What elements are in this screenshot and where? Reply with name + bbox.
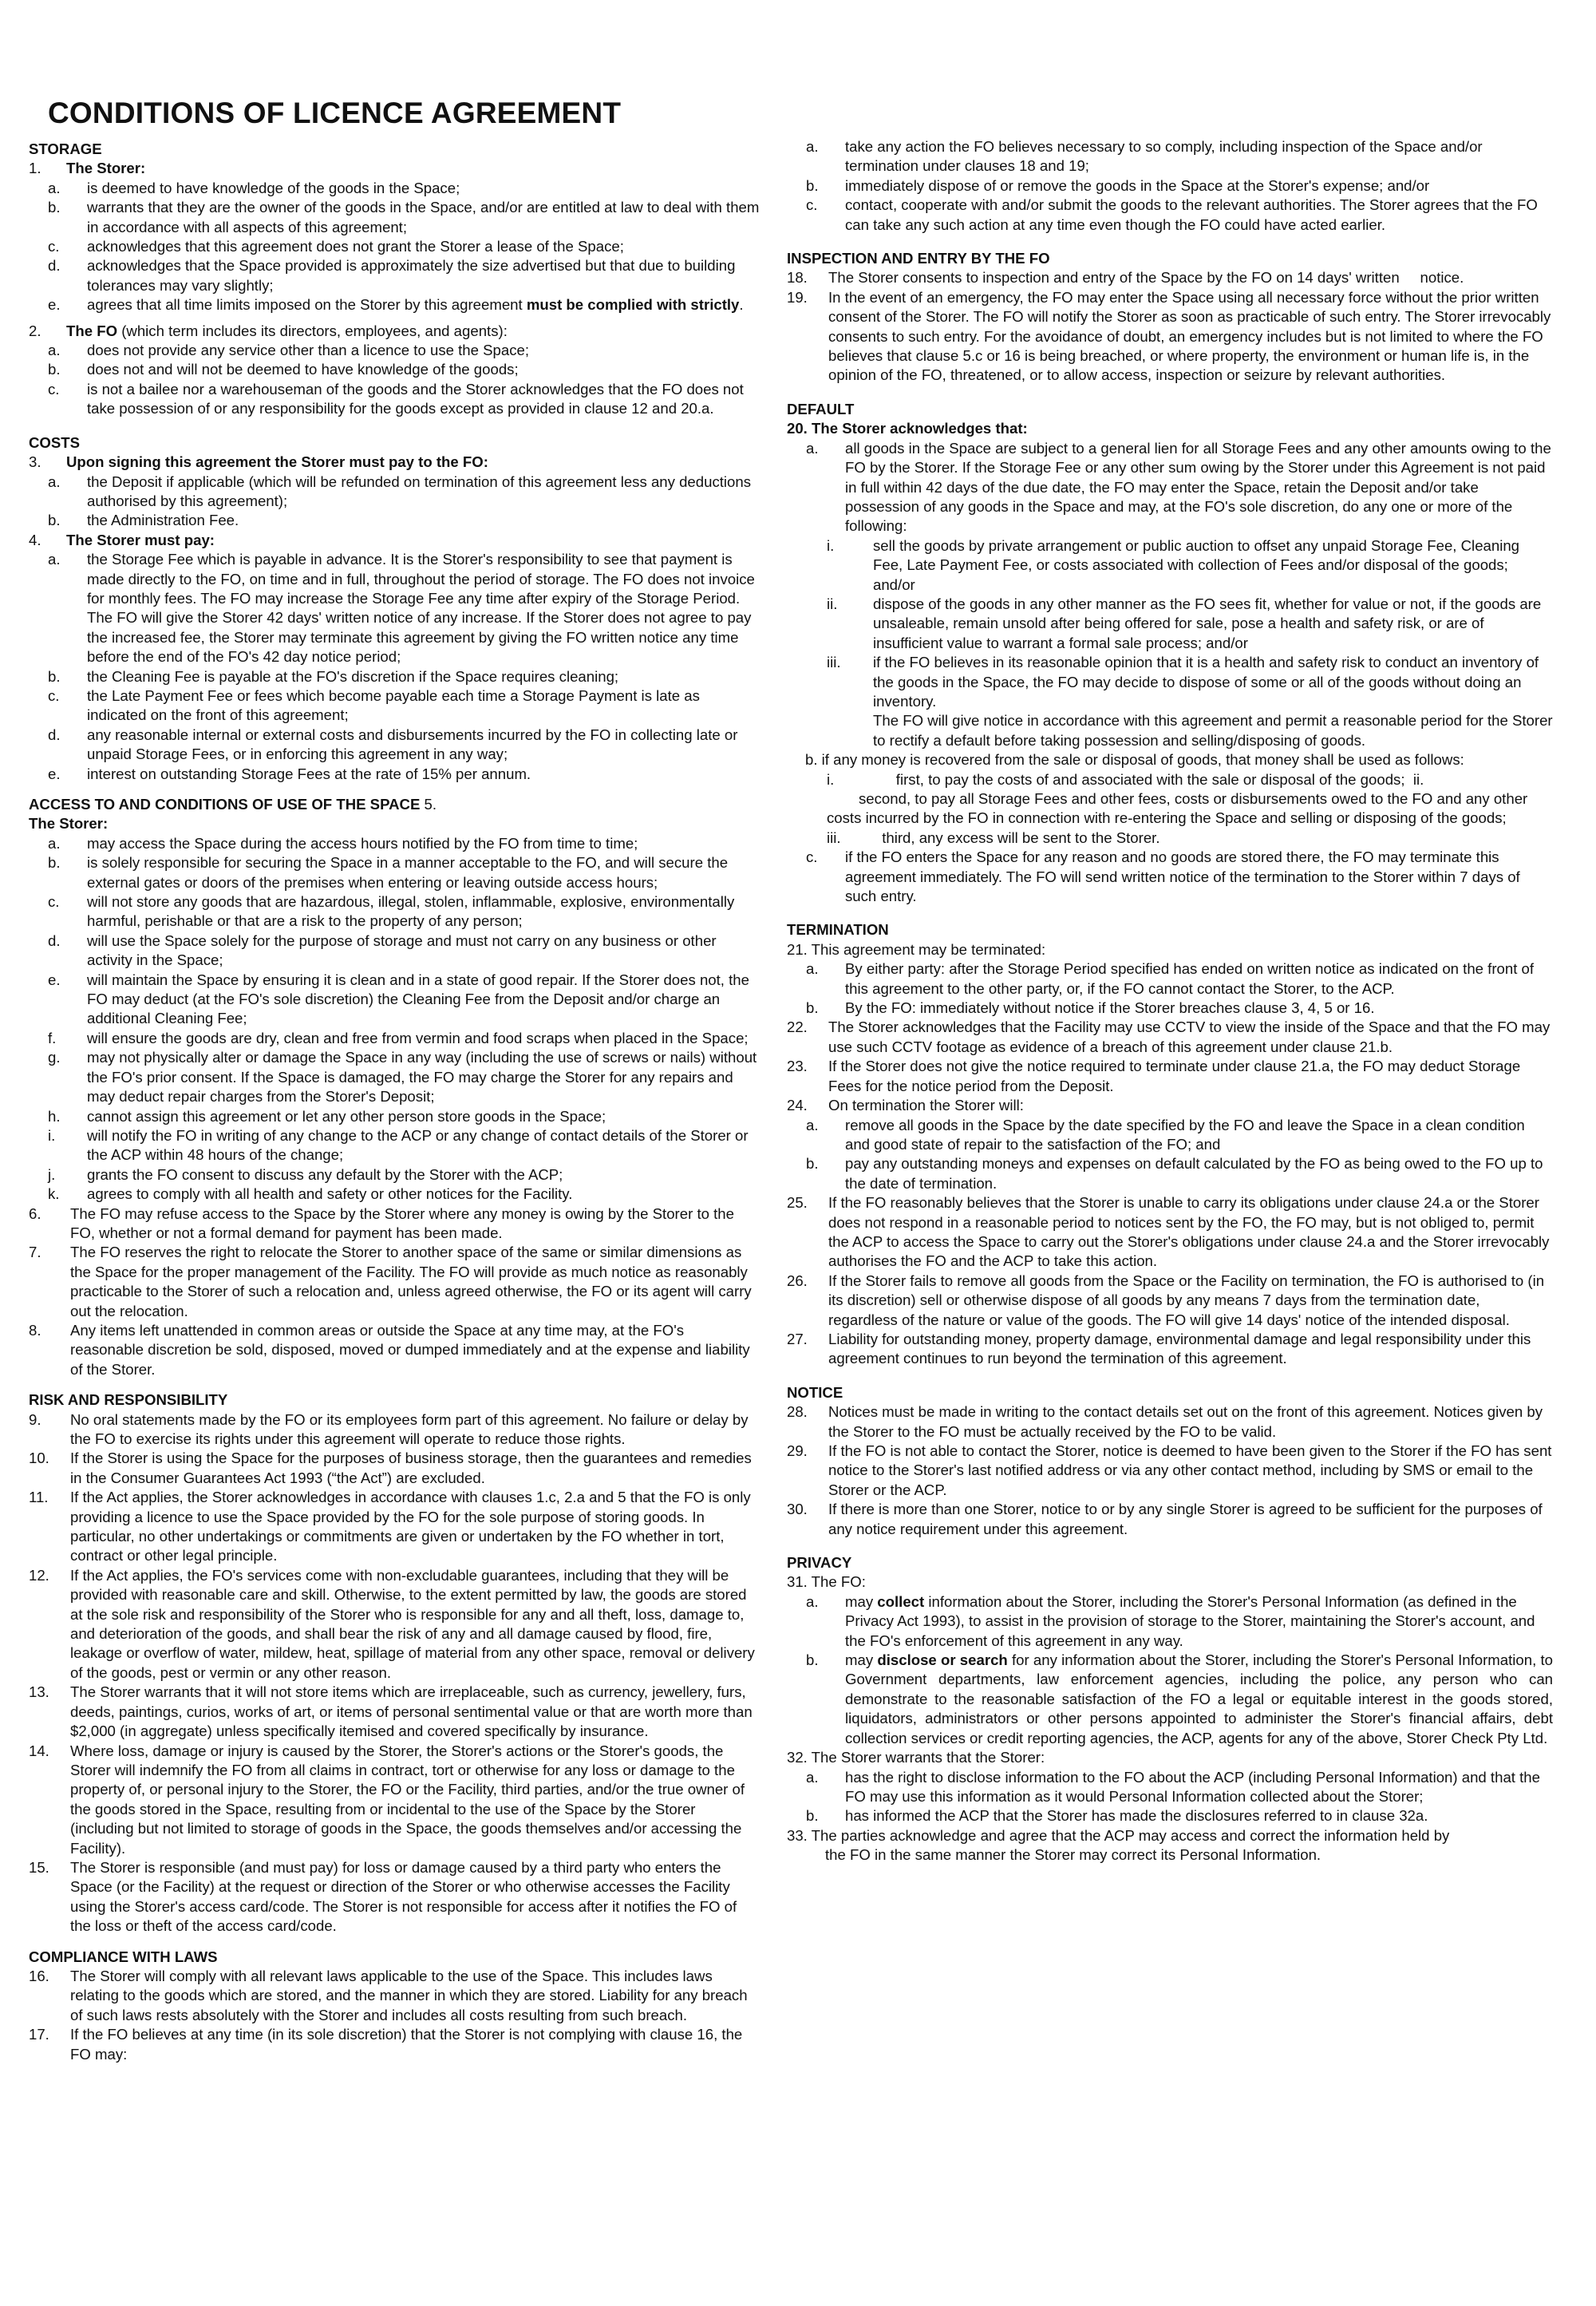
- clause-text: will notify the FO in writing of any change to the ACP or any change of contact details of the Storer or the ACP within 48 hours of the change;: [87, 1126, 749, 1164]
- clause-label: iii.: [827, 654, 841, 671]
- clause-item: [29, 237, 761, 256]
- clause-text: take any action the FO believes necessary to so comply, including inspection of the Space and/or termination under clauses 18 and 19;: [845, 138, 1483, 175]
- clause-text: warrants that they are the owner of the goods in the Space, and/or are entitled at law to deal with them in accordance with all aspects of this agreement;: [87, 199, 760, 235]
- clause-label: b.: [806, 176, 819, 194]
- page-title: CONDITIONS OF LICENCE AGREEMENT: [48, 97, 622, 129]
- clause-label: d.: [48, 931, 61, 949]
- clause-item: [787, 595, 1553, 653]
- clause-text: cannot assign this agreement or let any other person store goods in the Space;: [87, 1107, 606, 1125]
- clause-text: the Deposit if applicable (which will be refunded on termination of this agreement less any deductions authorised by this agreement);: [87, 473, 752, 509]
- clause-text: acknowledges that this agreement does not grant the Storer a lease of the Space;: [87, 238, 624, 255]
- clause-label: e.: [48, 765, 61, 782]
- clause-text: may: [845, 1592, 878, 1610]
- clause-item: [29, 1204, 761, 1244]
- clause-20b-i: i. first, to pay the costs of and associated with the sale or disposal of the goods; ii.: [827, 770, 1424, 788]
- clause-2: [29, 322, 761, 341]
- clause-number: 4.: [29, 531, 41, 548]
- clause-text: If the FO is not able to contact the Storer, notice is deemed to have been given to the Storer if the FO has sent notice to the Storer's last notified address or via any other contact method, including by SMS or email to the Storer or the ACP.: [828, 1442, 1552, 1498]
- clause-item: [29, 686, 761, 726]
- clause-item: [29, 1858, 761, 1936]
- clause-label: 17.: [29, 2026, 49, 2043]
- clause-text: the Storage Fee which is payable in advance. It is the Storer's responsibility to see that payment is made directly to the FO, on time and in full, throughout the period of storage. The FO does not invoice for monthly fees. The FO may increase the Storage Fee any time after expiry of the Storage Period. The FO will give the Storer 42 days' written notice of any increase. If the Storer does not agree to pay the increased fee, the Storer may terminate this agreement by giving the FO written notice any time before the end of the FO's 42 day notice period;: [87, 551, 755, 666]
- clause-item: [29, 1742, 761, 1858]
- clause-label: j.: [48, 1165, 56, 1183]
- clause-33-continued: the FO in the same manner the Storer may correct its Personal Information.: [825, 1846, 1321, 1864]
- clause-bold: disclose or search: [877, 1651, 1008, 1669]
- clause-heading: Upon signing this agreement the Storer must pay to the FO:: [66, 453, 488, 471]
- clause-item: [29, 1410, 761, 1450]
- section-heading-inspection: INSPECTION AND ENTRY BY THE FO: [787, 250, 1050, 267]
- clause-20a-after: The FO will give notice in accordance with this agreement and permit a reasonable period for the Storer to rectify a default before taking possession and selling/disposing of goods.: [873, 712, 1553, 749]
- clause-item: [787, 1154, 1553, 1193]
- clause-text: will use the Space solely for the purpose of storage and must not carry on any business or other activity in the Space;: [87, 931, 717, 969]
- clause-item: [787, 1018, 1553, 1057]
- clause-item: [29, 1321, 761, 1379]
- clause-label: b.: [806, 1155, 819, 1173]
- clause-label: 7.: [29, 1244, 41, 1261]
- clause-label: a.: [806, 1592, 819, 1610]
- clause-item: [29, 1126, 761, 1165]
- clause-label: a.: [806, 1116, 819, 1133]
- clause-item: [29, 473, 761, 512]
- clause-item: [787, 1116, 1553, 1155]
- clause-31b: [787, 1651, 1553, 1748]
- clause-item: [29, 2025, 761, 2064]
- clause-text: information about the Storer, including the Storer's Personal Information (as defined in the Privacy Act 1993), to assist in the provision of storage to the Storer, maintaining the Storer's account, and the FO's enforcement of this agreement in any way.: [845, 1592, 1535, 1649]
- clause-item: [29, 667, 761, 686]
- clause-1-list: [29, 179, 761, 315]
- clause-text: may not physically alter or damage the Space in any way (including the use of screws or nails) without the FO's prior consent. If the Space is damaged, the FO may charge the Storer for any repairs and may deduct repair charges from the Storer's Deposit;: [87, 1049, 757, 1106]
- clause-label: b.: [806, 999, 819, 1017]
- clause-text: will not store any goods that are hazardous, illegal, stolen, inflammable, explosive, environmentally harmful, perishable or that are a risk to the property of any person;: [87, 893, 735, 930]
- clause-text: If the FO reasonably believes that the Storer is unable to carry its obligations under clause 24.a or the Storer does not respond in a reasonable period to notices sent by the FO, the FO may, but is not obliged to, permit the ACP to access the Space to carry out the Storer's obligations under clause 24.a and the Storer irrevocably authorises the FO and the ACP to take this action.: [828, 1194, 1550, 1270]
- clause-text: dispose of the goods in any other manner as the FO sees fit, whether for value or not, if the goods are unsaleable, remain unsold after being offered for sale, pose a health and safety risk, or are of insufficient value to warrant a formal sale process; and/or: [873, 595, 1542, 651]
- clause-item: [29, 256, 761, 295]
- clause-label: a.: [806, 1768, 819, 1786]
- clause-label: 30.: [787, 1501, 808, 1518]
- clause-item: [787, 653, 1553, 711]
- clause-text: Any items left unattended in common areas or outside the Space at any time may, at the FO's reasonable discretion be sold, disposed, moved or dumped immediately and at the expense and liability of the Storer.: [70, 1321, 750, 1378]
- clause-item: [29, 341, 761, 360]
- clause-32-list: [787, 1768, 1553, 1826]
- clause-24-list: [787, 1116, 1553, 1194]
- clause-text: [29, 295, 761, 314]
- clause-text: is deemed to have knowledge of the goods in the Space;: [87, 179, 460, 196]
- clause-text: Where loss, damage or injury is caused by the Storer, the Storer's actions or the Storer's goods, the Storer will indemnify the FO from all claims in contract, tort or otherwise for any loss or damage to the property of, or personal injury to the Storer, the FO or the Facility, third parties, and/or the true owner of the goods stored in the Space, resulting from or incidental to the use of the Space by the Storer (including but not limited to storage of goods in the Space, the goods themselves and/or accessing the Facility).: [70, 1742, 745, 1857]
- clause-item: [787, 1272, 1553, 1330]
- clause-label: 23.: [787, 1058, 808, 1075]
- clause-text: No oral statements made by the FO or its employees form part of this agreement. No failure or delay by the FO to exercise its rights under this agreement will operate to reduce those rights.: [70, 1410, 749, 1447]
- clause-label: 14.: [29, 1742, 49, 1759]
- clause-text: sell the goods by private arrangement or public auction to offset any unpaid Storage Fee, Cleaning Fee, Late Payment Fee, or costs associated with collection of Fees and/or disposal of the goods; and/or: [873, 536, 1520, 593]
- clause-number: 5.: [420, 796, 437, 813]
- clause-3-list: [29, 473, 761, 531]
- clause-item: [29, 1107, 761, 1126]
- clause-text: does not and will not be deemed to have knowledge of the goods;: [87, 361, 519, 378]
- clause-item: [29, 765, 761, 784]
- clause-label: c.: [806, 848, 818, 866]
- clause-21-list: [787, 959, 1553, 1018]
- clause-label: 13.: [29, 1683, 49, 1701]
- clause-label: i.: [48, 1126, 56, 1144]
- clause-2-list: [29, 341, 761, 419]
- section-heading-default: DEFAULT: [787, 400, 855, 417]
- clause-text: acknowledges that the Space provided is approximately the size advertised but that due to building tolerances may vary slightly;: [87, 257, 736, 294]
- clause-item: [787, 1330, 1553, 1369]
- section-heading-access: [29, 795, 761, 814]
- clause-item: [29, 550, 761, 666]
- clause-text: If the Storer does not give the notice required to terminate under clause 21.a, the FO may deduct Storage Fees for the notice period from the Deposit.: [828, 1058, 1521, 1094]
- clause-text: may access the Space during the access hours notified by the FO from time to time;: [87, 834, 638, 852]
- clause-item: [29, 198, 761, 237]
- clause-label: b.: [48, 667, 61, 685]
- left-column: [29, 140, 761, 2064]
- clause-text: any reasonable internal or external costs and disbursements incurred by the FO in collecting late or unpaid Storage Fees, or in enforcing this agreement in any way;: [87, 726, 738, 763]
- clause-text: The FO reserves the right to relocate the Storer to another space of the same or similar dimensions as the Space for the proper management of the Facility. The FO will provide as much notice as reasonably practicable to the Storer of such a relocation and, unless agreed otherwise, the FO or its agent will carry out the relocation.: [70, 1244, 752, 1319]
- section-heading-risk: RISK AND RESPONSIBILITY: [29, 1391, 228, 1409]
- clause-item: [29, 1449, 761, 1488]
- clause-31a: [787, 1592, 1553, 1651]
- clause-item: [787, 959, 1553, 999]
- clause-label: k.: [48, 1185, 60, 1203]
- clause-label: i.: [827, 536, 835, 554]
- clause-item: [787, 1442, 1553, 1500]
- section-heading-notice: NOTICE: [787, 1383, 843, 1401]
- clause-text: all goods in the Space are subject to a general lien for all Storage Fees and any other amounts owing to the FO by the Storer. If the Storage Fee or any other sum owing by the Storer under this Agreement is not paid in full within 42 days of the due date, the FO may enter the Space, retain the Deposit and/or take possession of any goods in the Space and may, at the FO's sole discretion, do any one or more of the following:: [845, 439, 1551, 535]
- clause-label: 22.: [787, 1019, 808, 1036]
- clause-number: 1.: [29, 160, 41, 177]
- right-column: [787, 137, 1553, 1865]
- clauses-6-8: [29, 1204, 761, 1380]
- clause-label: 9.: [29, 1410, 41, 1428]
- clause-heading: The Storer must pay:: [66, 531, 215, 548]
- clause-label: f.: [48, 1029, 57, 1046]
- clause-item: [787, 1057, 1553, 1096]
- clause-label: b.: [48, 361, 61, 378]
- clause-label: a.: [806, 138, 819, 155]
- clause-label: 19.: [787, 288, 808, 306]
- clause-label: 28.: [787, 1403, 808, 1421]
- clause-item: [29, 1165, 761, 1185]
- clause-item: [29, 380, 761, 419]
- clauses-22-24: [787, 1018, 1553, 1115]
- clause-17-list: [787, 137, 1553, 235]
- clause-item: [787, 1402, 1553, 1442]
- clause-label: a.: [48, 342, 61, 359]
- clause-text: is not a bailee nor a warehouseman of the goods and the Storer acknowledges that the FO does not take possession of or any responsibility for the goods except as provided in clause 12 and 20.a.: [87, 380, 744, 417]
- clause-text: By either party: after the Storage Period specified has ended on written notice as indicated on the front of this agreement to the other party, or, if the FO cannot contact the Storer, to the ACP.: [845, 960, 1535, 997]
- clause-bold: must be complied with strictly: [526, 296, 740, 314]
- clause-item: [787, 1806, 1553, 1825]
- clause-number: 3.: [29, 453, 41, 471]
- clause-text: The FO may refuse access to the Space by the Storer where any money is owing by the Storer to the FO, whether or not a formal demand for payment has been made.: [70, 1204, 734, 1241]
- clause-text: The Storer consents to inspection and entry of the Space by the FO on 14 days' written notice.: [828, 269, 1464, 287]
- clause-item: [787, 1768, 1553, 1807]
- clause-label: b.: [806, 1651, 819, 1669]
- clause-label: c.: [48, 686, 60, 704]
- clause-label: 26.: [787, 1272, 808, 1289]
- clause-item: [787, 1500, 1553, 1539]
- clause-item: [787, 1096, 1553, 1115]
- clause-item: [29, 1243, 761, 1321]
- clause-text: If the FO believes at any time (in its sole discretion) that the Storer is not complying with clause 16, the FO may:: [70, 2026, 743, 2063]
- clause-20a-list: [787, 536, 1553, 712]
- clause-4: [29, 531, 761, 550]
- section-heading-privacy: PRIVACY: [787, 1554, 852, 1572]
- clause-text: remove all goods in the Space by the date specified by the FO and leave the Space in a clean condition and good state of repair to the satisfaction of the FO; and: [845, 1116, 1525, 1153]
- clause-item: [29, 892, 761, 931]
- clause-text: In the event of an emergency, the FO may enter the Space using all necessary force without the prior written consent of the Storer. The FO will notify the Storer as soon as practicable of such entry. The Storer irrevocably consents to such entry. For the avoidance of doubt, an emergency includes but is not limited to where the FO believes that clause 5.c or 16 is being breached, or where property, the environment or human life is, in the opinion of the FO, threatened, or to allow access, inspection or seizure by relevant authorities.: [828, 288, 1551, 384]
- clause-3: [29, 453, 761, 472]
- clause-item: [29, 1967, 761, 2025]
- clause-item: [787, 137, 1553, 176]
- clause-5-list: [29, 834, 761, 1204]
- clause-text: Notices must be made in writing to the contact details set out on the front of this agreement. Notices given by the Storer to the FO must be actually received by the FO to be valid.: [828, 1403, 1543, 1440]
- clause-label: 18.: [787, 269, 808, 287]
- clause-text: grants the FO consent to discuss any default by the Storer with the ACP;: [87, 1165, 563, 1183]
- clause-item: [29, 1488, 761, 1566]
- clause-text: does not provide any service other than a licence to use the Space;: [87, 342, 530, 359]
- clause-text: immediately dispose of or remove the goods in the Space at the Storer's expense; and/or: [845, 176, 1430, 194]
- clause-text: contact, cooperate with and/or submit the goods to the relevant authorities. The Storer agrees that the FO can take any such action at any time even though the FO could have acted earlier.: [845, 196, 1538, 233]
- clause-20-heading: 20. The Storer acknowledges that:: [787, 420, 1028, 437]
- section-heading-termination: TERMINATION: [787, 921, 889, 939]
- clause-label: 24.: [787, 1097, 808, 1114]
- clause-item: [29, 179, 761, 198]
- clause-item: [29, 295, 761, 314]
- clause-label: 25.: [787, 1194, 808, 1212]
- clause-label: a.: [48, 179, 61, 196]
- clause-31-intro: 31. The FO:: [787, 1573, 866, 1591]
- clause-label: c.: [48, 238, 60, 255]
- clause-number: 2.: [29, 322, 41, 339]
- section-heading-costs: COSTS: [29, 433, 81, 451]
- clause-heading: The Storer:: [66, 160, 146, 177]
- clause-text: if the FO enters the Space for any reason and no goods are stored there, the FO may terminate this agreement immediately. The FO will send written notice of the termination to the Storer within 7 days of such entry.: [845, 848, 1520, 905]
- clause-text: will ensure the goods are dry, clean and free from vermin and food scraps when placed in the Space;: [87, 1029, 749, 1046]
- clause-text: If the Storer fails to remove all goods from the Space or the Facility on termination, the FO is authorised to (in its discretion) sell or otherwise dispose of all goods by any means 7 days from the termination date, regardless of the nature or value of the goods. The FO will give 14 days' notice of the intended disposal.: [828, 1272, 1545, 1328]
- clause-text: for any information about the Storer, including the Storer's Personal Information, to Government departments, law enforcement agencies, including the police, any person who can demonstrate to the reasonable satisfaction of the FO a legal or equitable interest in the goods stored, liquidators, administrators or other persons appointed to administer the Storer's financial affairs, debt collection services or credit reporting agencies, the ACP, agents for any of the above, Storer Check Pty Ltd.: [845, 1651, 1554, 1746]
- clause-text: agrees to comply with all health and safety or other notices for the Facility.: [87, 1185, 573, 1203]
- clause-text: By the FO: immediately without notice if the Storer breaches clause 3, 4, 5 or 16.: [845, 999, 1375, 1017]
- clause-label: 8.: [29, 1321, 41, 1339]
- clause-text: If the Act applies, the Storer acknowledges in accordance with clauses 1.c, 2.a and 5 that the FO is only providing a licence to use the Space provided by the FO for the sole purpose of storing goods. In particular, no other undertakings or commitments are given or undertaken by the FO whether in tort, contract or other legal principle.: [70, 1489, 751, 1564]
- clause-label: c.: [48, 380, 60, 398]
- clause-label: e.: [48, 296, 61, 314]
- clause-item: [29, 834, 761, 853]
- clause-text: the Late Payment Fee or fees which become payable each time a Storage Payment is late as indicated on the front of this agreement;: [87, 686, 700, 724]
- clause-label: d.: [48, 726, 61, 743]
- clause-item: [787, 176, 1553, 196]
- clause-text-part: agrees that all time limits imposed on the Storer by this agreement: [87, 296, 527, 314]
- clause-item: [29, 1683, 761, 1741]
- access-subheading: The Storer:: [29, 815, 109, 833]
- clause-text: If there is more than one Storer, notice to or by any single Storer is agreed to be sufficient for the purposes of any notice requirement under this agreement.: [828, 1501, 1543, 1537]
- clause-label: ii.: [827, 595, 838, 612]
- clauses-25-27: [787, 1193, 1553, 1369]
- clause-label: 11.: [29, 1489, 49, 1506]
- clause-label: b.: [48, 512, 61, 529]
- clause-text: (which term includes its directors, employees, and agents):: [117, 322, 508, 339]
- clause-text: The Storer will comply with all relevant laws applicable to the use of the Space. This includes laws relating to the goods which are stored, and the manner in which they are stored. Liability for any breach of such laws rests absolutely with the Storer and includes all costs resulting from such breach.: [70, 1967, 748, 2023]
- clause-label: c.: [806, 196, 818, 214]
- clause-1: [29, 159, 761, 178]
- clause-label: c.: [48, 893, 60, 911]
- clause-label: d.: [48, 257, 61, 275]
- clause-20a: [787, 439, 1553, 536]
- clause-label: 29.: [787, 1442, 808, 1459]
- clause-label: 27.: [787, 1330, 808, 1347]
- clause-text: pay any outstanding moneys and expenses on default calculated by the FO as being owed to the FO up to the date of termination.: [845, 1155, 1543, 1192]
- clause-text: is solely responsible for securing the Space in a manner acceptable to the FO, and will secure the external gates or doors of the premises when entering or leaving outside access hours;: [87, 854, 729, 891]
- clauses-16-17: [29, 1967, 761, 2064]
- clause-20c: [787, 848, 1553, 906]
- clause-label: 10.: [29, 1450, 49, 1467]
- clause-text: has the right to disclose information to the FO about the ACP (including Personal Information) and that the FO may use this information as it would Personal Information collected about the Storer;: [845, 1768, 1540, 1805]
- clause-item: [29, 971, 761, 1029]
- clauses-18-19: [787, 268, 1553, 385]
- clause-33: 33. The parties acknowledge and agree that the ACP may access and correct the information held by: [787, 1826, 1450, 1844]
- clause-text: the Cleaning Fee is payable at the FO's discretion if the Space requires cleaning;: [87, 667, 619, 685]
- clause-21-intro: 21. This agreement may be terminated:: [787, 940, 1046, 958]
- clause-4-list: [29, 550, 761, 784]
- clause-label: 12.: [29, 1566, 49, 1584]
- clause-label: 6.: [29, 1204, 41, 1222]
- clause-20b: b. if any money is recovered from the sale or disposal of goods, that money shall be used as follows:: [805, 751, 1464, 769]
- clause-item: [787, 196, 1553, 235]
- clause-text-part: .: [739, 296, 744, 314]
- clause-item: [787, 268, 1553, 287]
- clause-text: If the Storer is using the Space for the purposes of business storage, then the guarantees and remedies in the Consumer Guarantees Act 1993 (“the Act”) are excluded.: [70, 1450, 752, 1486]
- clause-item: [787, 1193, 1553, 1272]
- clauses-28-30: [787, 1402, 1553, 1539]
- clause-text: The Storer is responsible (and must pay) for loss or damage caused by a third party who enters the Space (or the Facility) at the request or direction of the Storer or who otherwise accesses the Facility using the Storer's access card/code. The Storer is not responsible for access after it notifies the FO of the loss or theft of the access card/code.: [70, 1858, 737, 1935]
- clause-item: [29, 726, 761, 765]
- clause-item: [787, 288, 1553, 386]
- clause-item: [29, 511, 761, 530]
- clause-label: 16.: [29, 1967, 49, 1984]
- clause-item: [29, 360, 761, 379]
- clause-label: b.: [48, 199, 61, 216]
- clause-text: The Storer acknowledges that the Facility may use CCTV to view the inside of the Space and that the FO may use such CCTV footage as evidence of a breach of this agreement under clause 21.b.: [828, 1019, 1551, 1055]
- clause-label: 15.: [29, 1858, 49, 1876]
- clause-label: a.: [806, 439, 819, 457]
- clause-text: If the Act applies, the FO's services come with non-excludable guarantees, including that they will be provided with reasonable care and skill. Otherwise, to the extent permitted by law, the goods are stored at the sole risk and responsibility of the Storer who is responsible for any and all theft, loss, damage to, and deterioration of the goods, and shall bear the risk of any and all damage caused by flood, fire, leakage or overflow of water, mildew, heat, spillage of material from any other space, removal or delivery of the goods, pest or vermin or any other reason.: [70, 1566, 755, 1681]
- clause-label: a.: [48, 551, 61, 568]
- clause-item: [29, 931, 761, 971]
- clause-text: On termination the Storer will:: [828, 1097, 1024, 1114]
- heading-text: ACCESS TO AND CONDITIONS OF USE OF THE SPACE: [29, 796, 421, 813]
- clause-label: a.: [48, 473, 61, 490]
- clause-label: e.: [48, 971, 61, 988]
- clause-item: [29, 1185, 761, 1204]
- clause-text: interest on outstanding Storage Fees at the rate of 15% per annum.: [87, 765, 531, 782]
- section-heading-compliance: COMPLIANCE WITH LAWS: [29, 1948, 218, 1965]
- clause-bold: collect: [877, 1592, 925, 1610]
- clause-32-intro: 32. The Storer warrants that the Storer:: [787, 1749, 1045, 1766]
- clause-20b-iii: iii. third, any excess will be sent to the Storer.: [827, 829, 1160, 846]
- clause-text: The Storer warrants that it will not store items which are irreplaceable, such as currency, jewellery, furs, deeds, paintings, curios, works of art, or items of personal sentimental value or that are worth more than $2,000 (in aggregate) unless specifically itemised and covered specifically by insurance.: [70, 1683, 753, 1740]
- clause-item: [29, 1048, 761, 1106]
- section-heading-storage: STORAGE: [29, 140, 102, 157]
- clause-item: [29, 1029, 761, 1048]
- clause-item: [787, 536, 1553, 595]
- clause-label: h.: [48, 1107, 61, 1125]
- clause-text: the Administration Fee.: [87, 512, 239, 529]
- clause-label: b.: [48, 854, 61, 872]
- clause-label: a.: [806, 960, 819, 978]
- clause-20b-ii: second, to pay all Storage Fees and other fees, costs or disbursements owed to the FO and any other costs incurred by the FO in connection with re-entering the Space and selling or disposing of the goods;: [827, 790, 1528, 827]
- clause-text: will maintain the Space by ensuring it is clean and in a state of good repair. If the Storer does not, the FO may deduct (at the FO's sole discretion) the Cleaning Fee from the Deposit and/or charge an additional Cleaning Fee;: [87, 971, 749, 1027]
- clause-item: [787, 999, 1553, 1018]
- clause-text: has informed the ACP that the Storer has made the disclosures referred to in clause 32a.: [845, 1807, 1428, 1825]
- clause-item: [29, 1566, 761, 1683]
- clauses-9-15: [29, 1410, 761, 1936]
- clause-text: may: [845, 1651, 878, 1669]
- clause-item: [29, 853, 761, 892]
- clause-text: Liability for outstanding money, property damage, environmental damage and legal responsibility under this agreement continues to run beyond the termination of this agreement.: [828, 1330, 1531, 1367]
- clause-label: b.: [806, 1807, 819, 1825]
- clause-heading: The FO: [66, 322, 118, 339]
- clause-text: if the FO believes in its reasonable opinion that it is a health and safety risk to conduct an inventory of the goods in the Space, the FO may decide to dispose of some or all of the goods without doing an inventory.: [873, 654, 1539, 710]
- clause-label: a.: [48, 834, 61, 852]
- clause-label: g.: [48, 1049, 61, 1066]
